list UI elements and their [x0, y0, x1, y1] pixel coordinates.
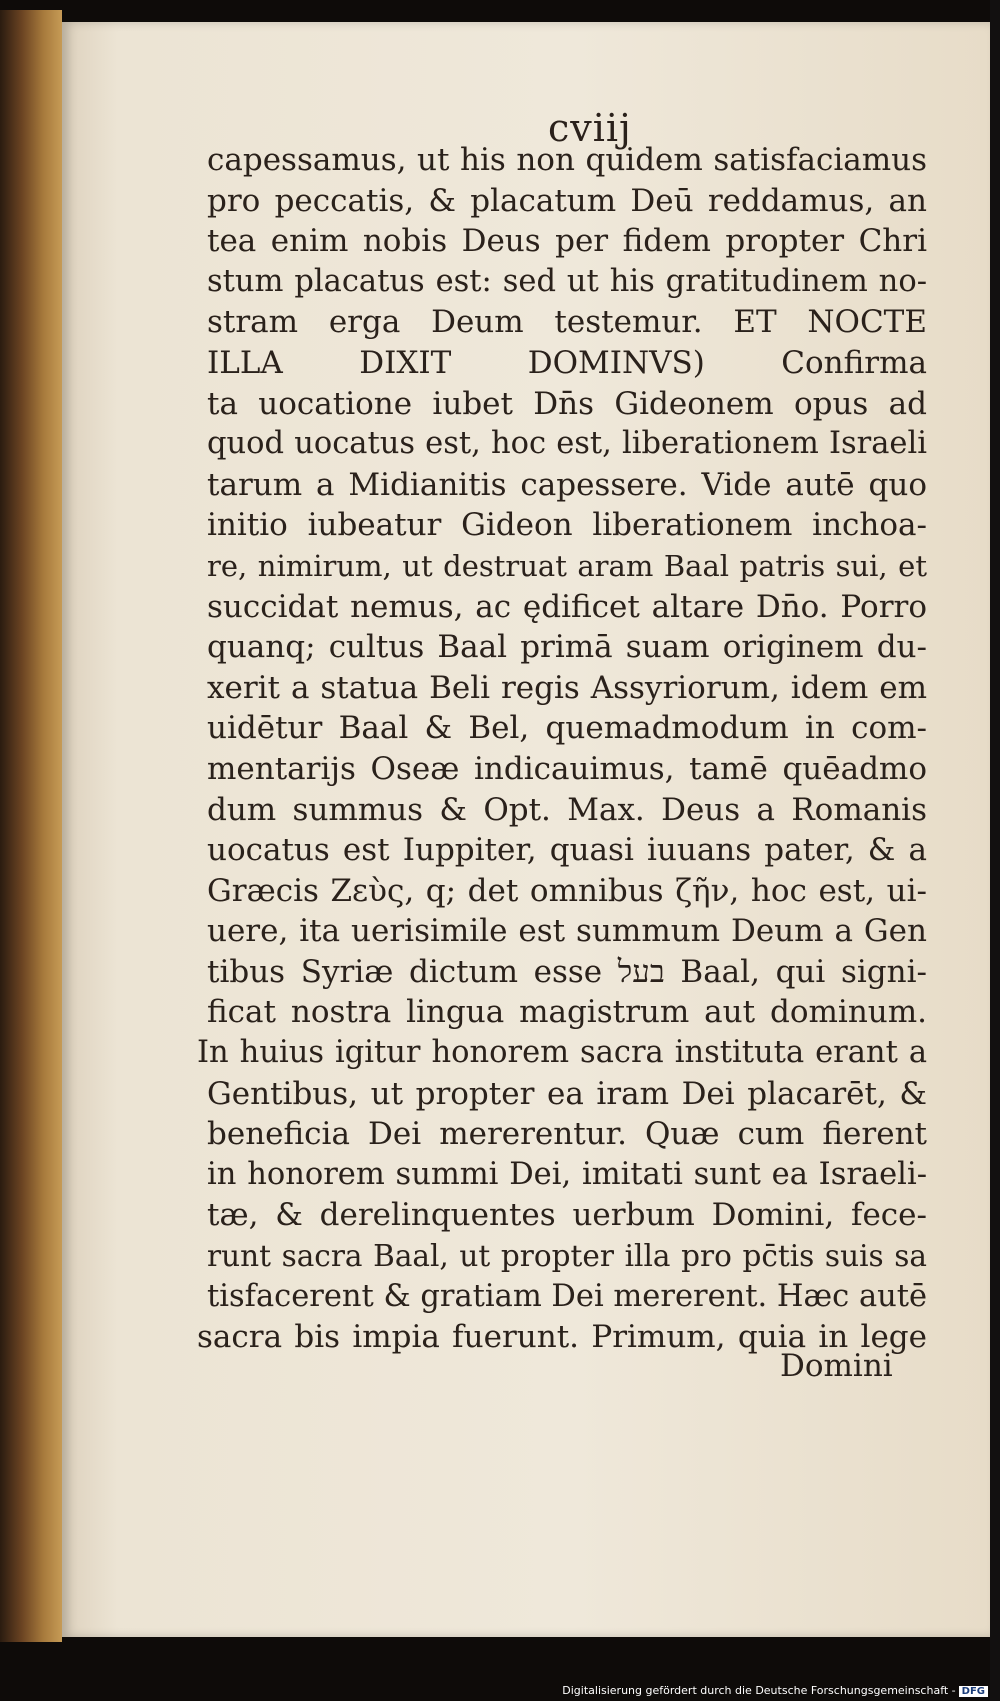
text-line: capessamus, ut his non quidem satisfaciamus — [207, 142, 927, 178]
catchword: Domini — [780, 1348, 893, 1384]
text-line: Gentibus, ut propter ea iram Dei placarēt, & — [207, 1075, 927, 1112]
text-line: mentarijs Oseæ indicauimus, tamē quēadmo — [207, 750, 927, 787]
text-line: re, nimirum, ut destruat aram Baal patris sui, et — [207, 548, 927, 583]
text-line: tarum a Midianitis capessere. Vide autē quo — [207, 466, 927, 503]
credit-text: Digitalisierung gefördert durch die Deutsche Forschungsgemeinschaft - — [562, 1684, 956, 1697]
text-line: in honorem summi Dei, imitati sunt ea Israeli- — [207, 1156, 927, 1192]
text-line: stum placatus est: sed ut his gratitudinem no- — [207, 263, 927, 299]
text-line: xerit a statua Beli regis Assyriorum, idem em — [207, 669, 927, 706]
text-line: uocatus est Iuppiter, quasi iuuans pater, & a — [207, 832, 927, 869]
text-line: uidētur Baal & Bel, quemadmodum in com- — [207, 710, 927, 747]
main-text-block — [197, 140, 928, 1358]
text-line: ficat nostra lingua magistrum aut dominum. — [207, 994, 927, 1031]
page-edge-shadow — [990, 0, 1000, 1701]
folio-number: cviij — [548, 106, 632, 150]
text-line: quanq; cultus Baal primā suam originem du- — [207, 629, 927, 666]
text-line: stram erga Deum testemur. ET NOCTE — [207, 304, 927, 341]
dfg-logo: DFG — [959, 1686, 988, 1697]
text-line: ILLA DIXIT DOMINVS) Confirma — [207, 344, 927, 381]
text-line: quod uocatus est, hoc est, liberationem Israeli — [207, 426, 927, 462]
text-line: pro peccatis, & placatum Deū reddamus, an — [207, 182, 927, 219]
text-line: succidat nemus, ac ędificet altare Dn̄o. Porro — [207, 588, 927, 625]
text-line: sacra bis impia fuerunt. Primum, quia in lege — [197, 1319, 927, 1356]
text-line: In huius igitur honorem sacra instituta erant a — [197, 1035, 927, 1071]
text-line: uere, ita uerisimile est summum Deum a Gen — [207, 913, 927, 950]
text-line: beneficia Dei mererentur. Quæ cum fierent — [207, 1116, 927, 1153]
digitization-credit — [562, 1684, 988, 1697]
text-line: tea enim nobis Deus per fidem propter Chri — [207, 223, 927, 260]
text-line: runt sacra Baal, ut propter illa pro pc̄tis suis sa — [207, 1239, 927, 1274]
text-line: tisfacerent & gratiam Dei mererent. Hæc autē — [207, 1278, 928, 1314]
text-line: Græcis Ζεὺς, q; det omnibus ζῆν, hoc est, ui- — [207, 872, 927, 909]
text-line: tæ, & derelinquentes uerbum Domini, fece- — [207, 1197, 927, 1234]
text-line: initio iubeatur Gideon liberationem inchoa- — [207, 507, 927, 544]
book-spine — [0, 10, 62, 1642]
text-line: dum summus & Opt. Max. Deus a Romanis — [207, 791, 927, 828]
text-line: tibus Syriæ dictum esse בעל Baal, qui signi- — [207, 953, 927, 990]
text-line: ta uocatione iubet Dn̄s Gideonem opus ad — [207, 385, 927, 422]
